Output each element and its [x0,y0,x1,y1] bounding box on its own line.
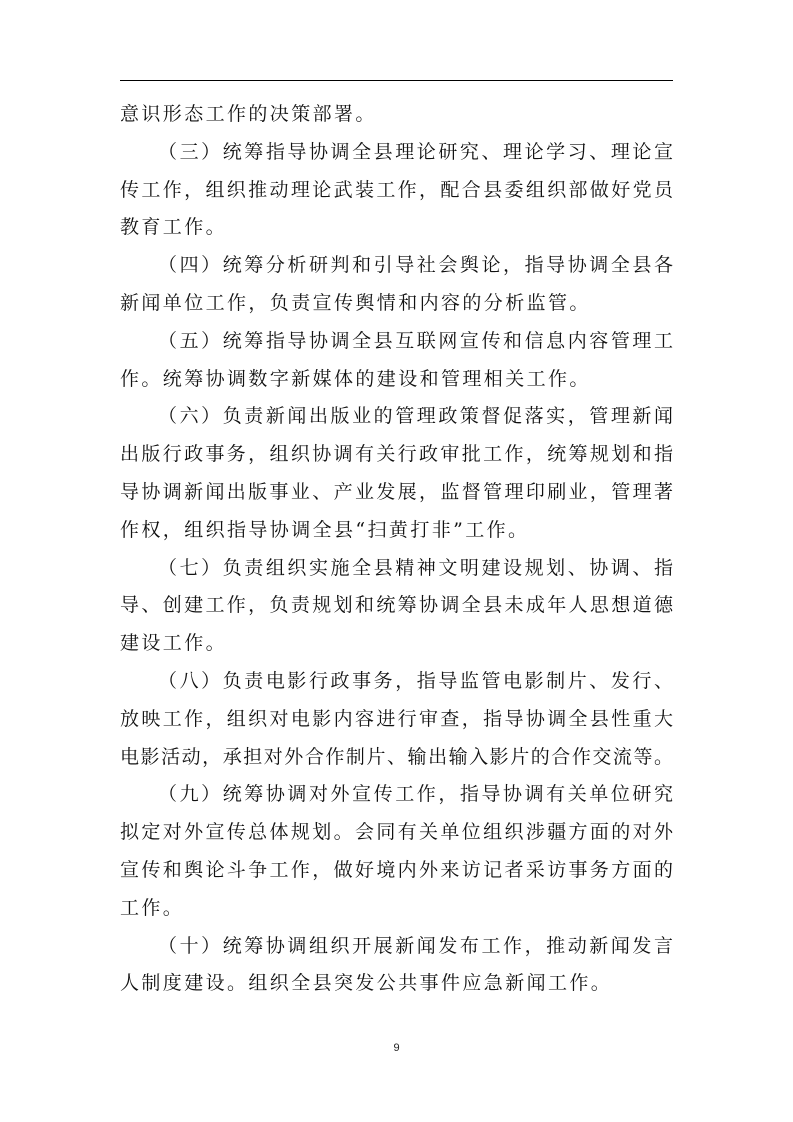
text-line: （六）负责新闻出版业的管理政策督促落实，管理新闻 [158,405,673,428]
text-line: （三）统筹指导协调全县理论研究、理论学习、理论宣 [158,140,673,163]
text-line: 导、创建工作，负责规划和统筹协调全县未成年人思想道德 [120,594,673,617]
text-line: （九）统筹协调对外宣传工作，指导协调有关单位研究 [158,783,673,806]
text-line: 工作。 [120,896,185,919]
text-line: 作权，组织指导协调全县“扫黄打非”工作。 [120,518,530,541]
text-line: 放映工作，组织对电影内容进行审查，指导协调全县性重大 [120,707,673,730]
text-line: （五）统筹指导协调全县互联网宣传和信息内容管理工 [158,329,673,352]
text-line: 作。统筹协调数字新媒体的建设和管理相关工作。 [120,367,591,390]
document-body [120,96,673,1003]
page-number: 9 [393,1042,400,1054]
header-rule [120,80,673,81]
text-line: （八）负责电影行政事务，指导监管电影制片、发行、 [158,669,673,692]
text-line: （七）负责组织实施全县精神文明建设规划、协调、指 [158,556,673,579]
text-line: 导协调新闻出版事业、产业发展，监督管理印刷业，管理著 [120,480,673,503]
text-line: 出版行政事务，组织协调有关行政审批工作，统筹规划和指 [120,443,673,466]
text-line: （十）统筹协调组织开展新闻发布工作，推动新闻发言 [158,934,673,957]
text-line: 传工作，组织推动理论武装工作，配合县委组织部做好党员 [120,178,673,201]
text-line: 拟定对外宣传总体规划。会同有关单位组织涉疆方面的对外 [120,821,673,844]
text-line: 电影活动，承担对外合作制片、输出输入影片的合作交流等。 [120,745,673,768]
text-line: 意识形态工作的决策部署。 [120,103,377,125]
text-line: 建设工作。 [120,632,228,655]
text-line: 宣传和舆论斗争工作，做好境内外来访记者采访事务方面的 [120,858,673,881]
text-line: 人制度建设。组织全县突发公共事件应急新闻工作。 [120,972,613,995]
text-line: 教育工作。 [120,216,228,239]
text-line: 新闻单位工作，负责宣传舆情和内容的分析监管。 [120,291,591,314]
text-line: （四）统筹分析研判和引导社会舆论，指导协调全县各 [158,254,673,277]
